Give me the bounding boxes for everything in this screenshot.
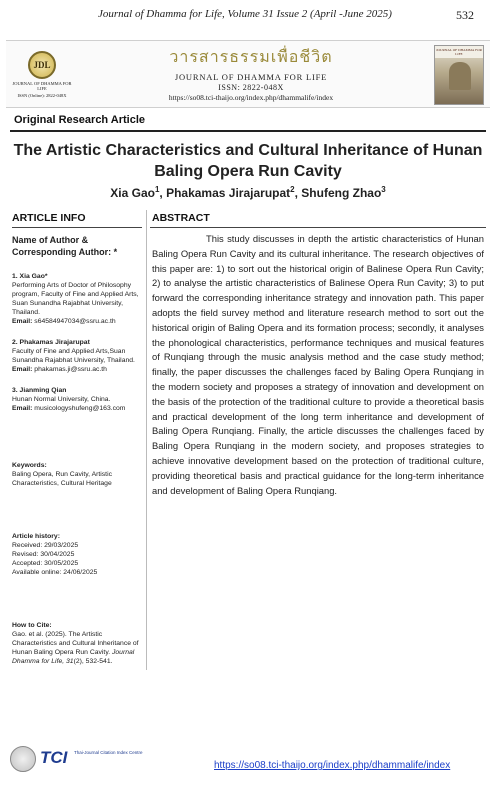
author-separator: ,	[159, 186, 167, 200]
author1-email: s64584947034@ssru.ac.th	[34, 318, 116, 325]
journal-issn: ISSN: 2822-048X	[218, 83, 284, 92]
article-type-label: Original Research Article	[14, 114, 146, 126]
received-date: Received: 29/03/2025	[12, 542, 79, 549]
journal-banner	[6, 40, 490, 108]
running-header	[0, 8, 496, 24]
author-name: Phakamas Jirajarupat	[166, 186, 291, 200]
email-label: Email:	[12, 405, 33, 412]
cite-label: How to Cite:	[12, 622, 52, 629]
journal-cover-image	[434, 45, 484, 105]
article-info-column	[12, 234, 146, 666]
abstract-heading: ABSTRACT	[152, 212, 210, 224]
author-name: Shufeng Zhao	[301, 186, 382, 200]
citation-text	[12, 630, 146, 666]
author1-email-line	[12, 317, 146, 326]
author3-email-line	[12, 404, 146, 413]
banner-masthead	[126, 45, 376, 102]
journal-citation-header: Journal of Dhamma for Life, Volume 31 Issue 2 (April -June 2025)	[98, 8, 392, 20]
history-label: Article history:	[12, 533, 60, 540]
university-seal-icon	[10, 746, 36, 772]
banner-url: https://so08.tci-thaijo.org/index.php/dhammalife/index	[168, 93, 334, 102]
email-label: Email:	[12, 366, 33, 373]
author2-email-line	[12, 365, 146, 374]
tci-logo-icon: TCI	[40, 748, 68, 767]
article-title: The Artistic Characteristics and Cultural Inheritance of Hunan Baling Opera Run Cavity	[13, 142, 483, 180]
author-affil-sup: 2	[290, 185, 295, 194]
author3-affiliation: Hunan Normal University, China.	[12, 396, 111, 403]
citation-issue: (2), 532-541.	[73, 658, 113, 665]
article-info-heading: ARTICLE INFO	[12, 212, 86, 224]
journal-url-link[interactable]: https://so08.tci-thaijo.org/index.php/dhammalife/index	[214, 760, 451, 771]
section-rule	[10, 130, 486, 132]
jdl-logo-icon: JDL	[28, 51, 56, 79]
author3-email: musicologyshufeng@163.com	[34, 405, 126, 412]
cover-title: JOURNAL OF DHAMMA FOR LIFE	[436, 48, 482, 56]
tci-caption: Thai-Journal Citation Index Centre	[74, 750, 143, 755]
author3-name: 3. Jianming Qian	[12, 387, 67, 394]
available-date: Available online: 24/06/2025	[12, 569, 98, 576]
author-separator: ,	[294, 186, 302, 200]
author2-name: 2. Phakamas Jirajarupat	[12, 339, 90, 346]
page-number: 532	[456, 8, 474, 22]
author1-affiliation: Performing Arts of Doctor of Philosophy program, Faculty of Fine and Applied Arts, Suan Sunandha Rajabhat University, Thailand.	[12, 282, 139, 316]
author1-name: 1. Xia Gao*	[12, 273, 48, 280]
revised-date: Revised: 30/04/2025	[12, 551, 75, 558]
author-affil-sup: 3	[381, 185, 386, 194]
author-heading-line1: Name of Author &	[12, 235, 89, 245]
author-affil-sup: 1	[154, 185, 160, 194]
logo-caption-name: JOURNAL OF DHAMMA FOR LIFE	[12, 81, 72, 91]
journal-logo	[12, 49, 72, 105]
logo-caption-issn: ISSN (Online): 2822-048X	[17, 93, 67, 98]
page-footer	[0, 744, 496, 790]
journal-name: JOURNAL OF DHAMMA FOR LIFE	[174, 72, 328, 82]
citation-journal: Journal Dhamma for Life, 31	[12, 649, 135, 665]
thai-journal-title: วารสารธรรมเพื่อชีวิต	[169, 47, 333, 66]
abstract-text: This study discusses in depth the artistic characteristics of Hunan Baling Opera Run Cavity and its cultural inheritance. The research objectives of this paper are: 1) to sort out the historical origin of Balinese Opera Run Cavity; 2) to analyse the artistic characteristics of Balinese Opera Run Cavity; 3) to put forward the corresponding inheritance strategy and innovation path. This paper adopts the field survey method and literature research method to sort out the historical origin of Baling Opera and its formation process; secondly, it analyses the phonological characteristics, performance techniques and musical features of Runqiang through the music analysis method and the case study method; finally, the paper discusses the challenges faced by Baling Opera Runqiang in the modern society and proposes a strategy of innovation and development on the basis of the protection of the traditional culture to provide a theoretical basis and practical development of the long term inheritance and development of Baling Opera Runqiang. Finally, the article discusses the challenges faced by Baling Opera Runqiang in the modern society, and proposes strategies to achieve innovative development based on the protection of traditional culture, providing theoretical basis and practical guidance for the long-term inheritance and development of Baling Opera Runqiang.	[152, 233, 484, 496]
keywords-label: Keywords:	[12, 462, 47, 469]
article-info-rule	[12, 227, 142, 228]
abstract-rule	[150, 227, 486, 228]
author-line	[12, 185, 484, 200]
author-heading-line2: Corresponding Author: *	[12, 247, 118, 257]
author-name: Xia Gao	[110, 186, 155, 200]
author2-affiliation: Faculty of Fine and Applied Arts,Suan Sunandha Rajabhat University, Thailand.	[12, 348, 135, 364]
keywords-list: Baling Opera, Run Cavity, Artistic Characteristics, Cultural Heritage	[12, 471, 112, 487]
accepted-date: Accepted: 30/05/2025	[12, 560, 79, 567]
citation-body: Gao. et al. (2025). The Artistic Characteristics and Cultural Inheritance of Hunan Baling Opera Run Cavity.	[12, 631, 139, 656]
column-divider	[146, 210, 147, 670]
stupa-image-icon	[449, 62, 471, 90]
author2-email: phakamas.ji@ssru.ac.th	[34, 366, 107, 373]
email-label: Email:	[12, 318, 33, 325]
